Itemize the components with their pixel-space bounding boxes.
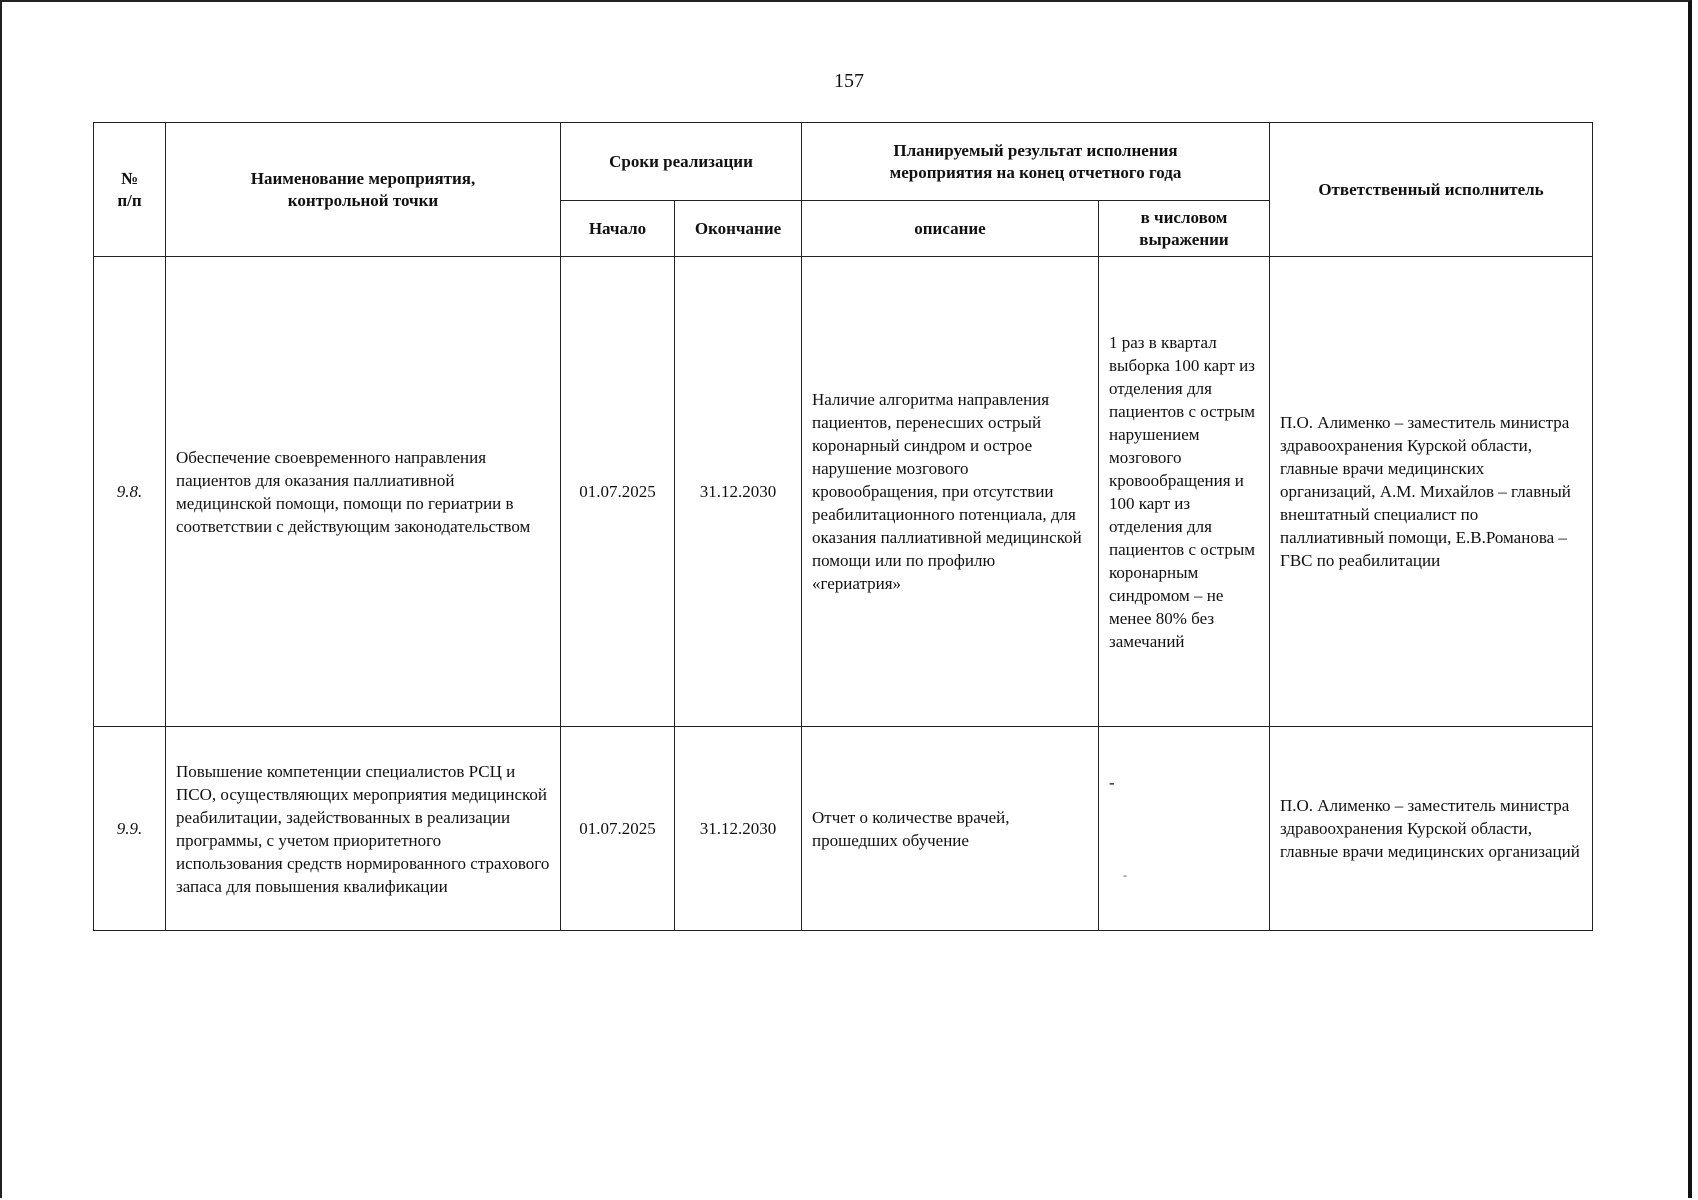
row-numeric-mark: - bbox=[1123, 867, 1127, 882]
header-row-1 bbox=[94, 123, 1593, 201]
header-result: Планируемый результат исполнения мероприятия на конец отчетного года bbox=[802, 123, 1270, 201]
row-description: Наличие алгоритма направления пациентов, перенесших острый коронарный синдром и острое нарушение мозгового кровообращения, при отсутствии реабилитационного потенциала, для оказания паллиативной медицинской помощи или по профилю «гериатрия» bbox=[802, 257, 1099, 727]
page-number: 157 bbox=[834, 70, 864, 92]
table-row bbox=[94, 257, 1593, 727]
row-responsible: П.О. Алименко – заместитель министра здравоохранения Курской области, главные врачи медицинских организаций bbox=[1270, 727, 1593, 931]
row-name: Обеспечение своевременного направления пациентов для оказания паллиативной медицинской помощи, помощи по гериатрии в соответствии с действующим законодательством bbox=[166, 257, 561, 727]
header-end: Окончание bbox=[675, 201, 802, 257]
row-numeric: 1 раз в квартал выборка 100 карт из отделения для пациентов с острым нарушением мозгового кровообращения и 100 карт из отделения для пациентов с острым коронарным синдромом – не менее 80% без замечаний bbox=[1099, 257, 1270, 727]
plan-table bbox=[93, 122, 1593, 931]
header-numeric: в числовом выражении bbox=[1099, 201, 1270, 257]
row-end-date: 31.12.2030 bbox=[675, 257, 802, 727]
row-start-date: 01.07.2025 bbox=[561, 727, 675, 931]
header-responsible: Ответственный исполнитель bbox=[1270, 123, 1593, 257]
header-name: Наименование мероприятия, контрольной точки bbox=[166, 123, 561, 257]
table-row bbox=[94, 727, 1593, 931]
row-end-date: 31.12.2030 bbox=[675, 727, 802, 931]
row-responsible: П.О. Алименко – заместитель министра здравоохранения Курской области, главные врачи медицинских организаций, А.М. Михайлов – главный внештатный специалист по паллиативный помощи, Е.В.Романова – ГВС по реабилитации bbox=[1270, 257, 1593, 727]
row-numeric: - bbox=[1109, 772, 1115, 792]
row-number: 9.9. bbox=[94, 727, 166, 931]
header-start: Начало bbox=[561, 201, 675, 257]
header-terms: Сроки реализации bbox=[561, 123, 802, 201]
row-numeric-cell bbox=[1099, 727, 1270, 931]
row-description: Отчет о количестве врачей, прошедших обучение bbox=[802, 727, 1099, 931]
row-start-date: 01.07.2025 bbox=[561, 257, 675, 727]
row-name: Повышение компетенции специалистов РСЦ и ПСО, осуществляющих мероприятия медицинской реабилитации, задействованных в реализации программы, с учетом приоритетного использования средств нормированного страхового запаса для повышения квалификации bbox=[166, 727, 561, 931]
header-description: описание bbox=[802, 201, 1099, 257]
row-number: 9.8. bbox=[94, 257, 166, 727]
header-num: № п/п bbox=[94, 123, 166, 257]
